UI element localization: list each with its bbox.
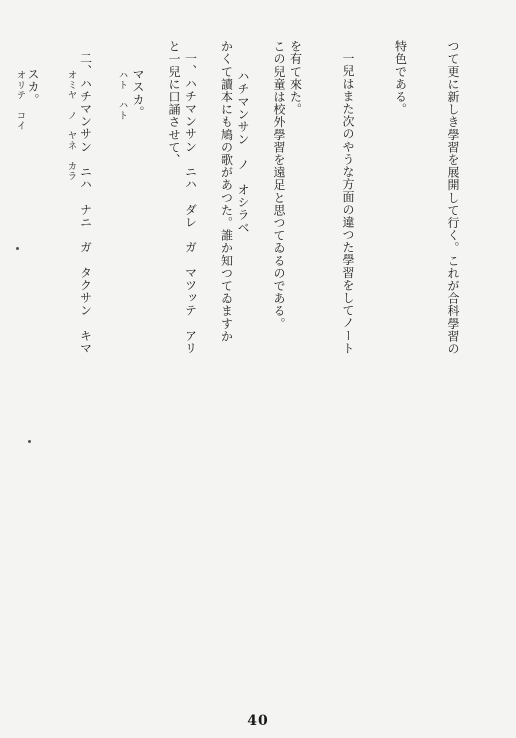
- paper-speck: [16, 247, 19, 250]
- question-item-continued: スカ。: [26, 68, 40, 106]
- verse-line: オリテ コイ: [14, 70, 26, 131]
- text-column: と一兒に口誦させて、: [167, 40, 181, 166]
- question-item: 二、ハチマンサン ニハ ナニ ガ タクサン キマ: [78, 52, 93, 355]
- text-column: かくて讀本にも鳩の歌があつた。誰か知つてゐますか: [219, 40, 234, 343]
- text-column: この兒童は校外學習を遠足と思つてゐるのである。: [272, 40, 286, 330]
- page-number: 40: [247, 713, 269, 729]
- text-column: 一兒はまた次のやうな方面の違つた學習をしてノート: [341, 52, 355, 355]
- notebook-title: ハチマンサン ノ オシラベ: [236, 70, 250, 234]
- question-item-continued: マスカ。: [131, 68, 145, 119]
- text-column: 特色である。: [393, 40, 408, 116]
- text-column: を有て來た。: [288, 40, 303, 116]
- question-item: 一、ハチマンサン ニハ ダレ ガ マツッテ アリ: [183, 52, 198, 355]
- verse-line: ハト ハト: [116, 70, 128, 121]
- paper-speck: [28, 440, 31, 443]
- verse-line: オミヤ ノ ヤネ カラ: [65, 70, 77, 182]
- text-column: つて更に新しき學習を展開して行く。これが合科學習の: [446, 40, 460, 355]
